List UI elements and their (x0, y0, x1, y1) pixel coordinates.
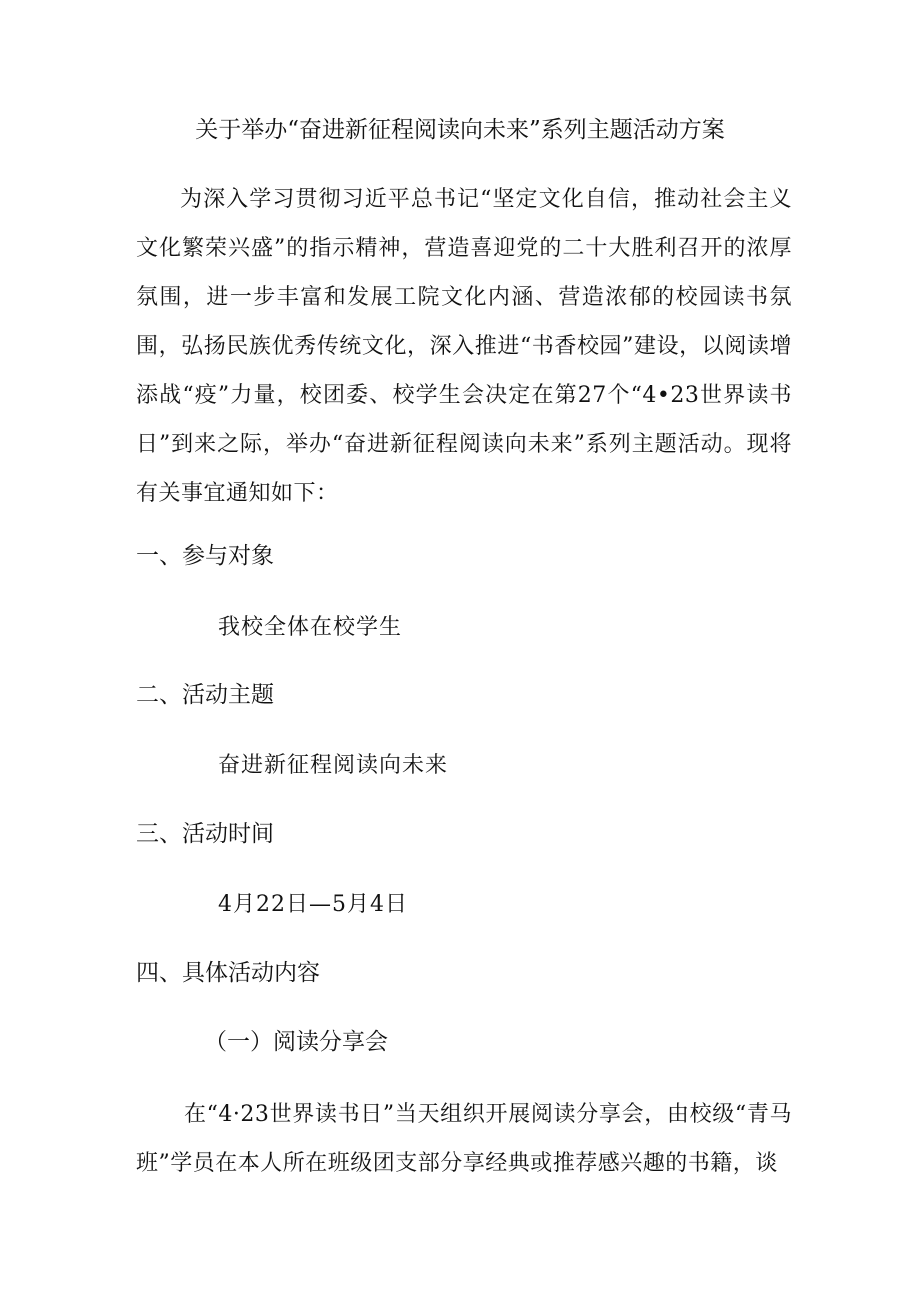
document-title: 关于举办“奋进新征程阅读向未来”系列主题活动方案 (195, 117, 725, 143)
section-content-theme: 奋进新征程阅读向未来 (218, 753, 449, 778)
section-heading-participants: 一、参与对象 (136, 543, 274, 569)
section-heading-activities: 四、具体活动内容 (136, 960, 320, 986)
intro-paragraph: 为深入学习贯彻习近平总书记“坚定文化自信，推动社会主义文化繁荣兴盛”的指示精神，营造喜迎党的二十大胜利召开的浓厚氛围，进一步丰富和发展工院文化内涵、营造浓郁的校园读书氛围，弘扬民族优秀传统文化，深入推进“书香校园”建设，以阅读增添战“疫”力量，校团委、校学生会决定在第27个“4•23世界读书日”到来之际，举办“奋进新征程阅读向未来”系列主题活动。现将有关事宜通知如下： (136, 187, 792, 506)
section-content-participants: 我校全体在校学生 (218, 615, 403, 640)
subsection-paragraph-reading-share: 在“4·23世界读书日”当天组织开展阅读分享会，由校级“青马班”学员在本人所在班级团支部分享经典或推荐感兴趣的书籍，谈 (136, 1102, 792, 1176)
subsection-heading-reading-share: （一）阅读分享会 (204, 1029, 388, 1055)
section-heading-time: 三、活动时间 (136, 821, 274, 847)
section-heading-theme: 二、活动主题 (136, 682, 274, 708)
section-content-time: 4月22日—5月4日 (218, 892, 408, 917)
